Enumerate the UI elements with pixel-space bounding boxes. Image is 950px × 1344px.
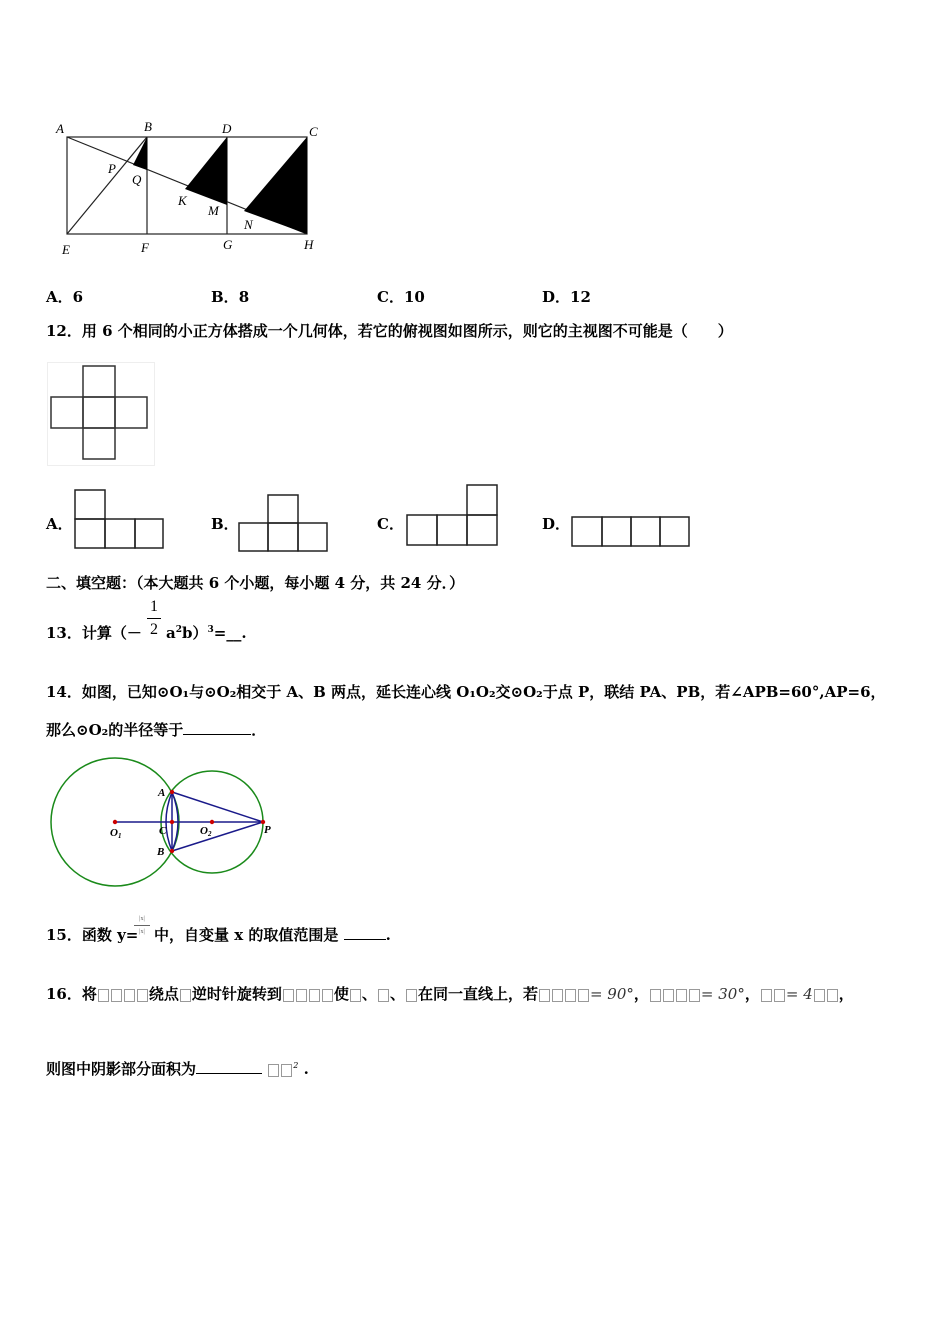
q12-option-a-figure[interactable]	[72, 487, 166, 551]
label-O1: O	[110, 827, 118, 839]
label-N: N	[244, 217, 253, 232]
q12-option-c-figure[interactable]	[403, 482, 503, 550]
q12-option-d-figure[interactable]	[568, 513, 694, 551]
shaded-triangle-2	[185, 137, 227, 205]
label-O2-sub: 2	[208, 830, 212, 838]
q12-option-c-label[interactable]: C．	[377, 515, 404, 533]
label-F: F	[141, 240, 149, 255]
label-B: B	[144, 119, 152, 134]
label-K: K	[178, 193, 187, 208]
q12-top-view-figure	[47, 362, 155, 466]
label-O2: O	[200, 825, 208, 837]
q12-option-b-label[interactable]: B．	[211, 515, 239, 533]
q14-line2: 那么⊙O₂的半径等于 ．	[46, 721, 267, 739]
section-heading: 二、填空题：（本大题共 6 个小题，每小题 4 分，共 24 分．）	[46, 574, 465, 592]
q14-circles-figure	[48, 754, 278, 890]
q14-line1: 14．如图，已知⊙O₁与⊙O₂相交于 A、B 两点，延长连心线 O₁O₂交⊙O₂于点 P，联结 PA、PB，若∠APB=60°,AP=6，	[46, 683, 886, 701]
label-P: P	[108, 161, 116, 176]
q15-fraction: |x| |x|	[134, 913, 150, 938]
shaded-triangle-3	[244, 137, 307, 234]
q13-fraction: 1 2	[147, 597, 161, 640]
q12-option-b-figure[interactable]	[237, 492, 331, 554]
label-A: A	[158, 787, 166, 799]
label-C: C	[309, 124, 318, 139]
q15-suffix: 中，自变量 x 的取值范围是 .	[154, 926, 391, 944]
label-O1-sub: 1	[118, 832, 122, 840]
q14-answer-blank[interactable]	[183, 720, 251, 735]
q16-answer-blank[interactable]	[196, 1059, 262, 1074]
q11-figure	[50, 118, 335, 263]
shaded-triangle-1	[133, 137, 147, 170]
q12-option-d-label[interactable]: D．	[542, 515, 571, 533]
label-M: M	[208, 203, 219, 218]
label-E: E	[62, 242, 70, 257]
q16-line1: 16．将 绕点 逆时针旋转到 使 、 、 在同一直线上，若 = 90°， = 30°， = 4 ，	[46, 985, 854, 1003]
q15-prefix: 15．函数 y=	[46, 926, 139, 944]
q13-question: 13．计算（－	[46, 624, 142, 642]
label-H: H	[304, 237, 314, 252]
q12-option-a-label[interactable]: A．	[46, 515, 73, 533]
label-A: A	[56, 121, 64, 136]
q16-line2: 则图中阴影部分面积为 $^2$ .	[46, 1060, 309, 1078]
q12-question: 12．用 6 个相同的小正方体搭成一个几何体，若它的俯视图如图所示，则它的主视图不可能是（ ）	[46, 322, 733, 340]
q11-option-a[interactable]: A．6	[46, 288, 84, 306]
label-D: D	[222, 121, 232, 136]
label-C: C	[159, 825, 167, 837]
q11-option-c[interactable]: C．10	[377, 288, 425, 306]
q15-answer-blank[interactable]	[344, 925, 386, 940]
q13-expression: $a^2b)^3=\_\_$.	[166, 624, 247, 642]
label-B: B	[157, 846, 165, 858]
q11-option-b[interactable]: B．8	[211, 288, 250, 306]
label-Q: Q	[132, 172, 142, 187]
label-P: P	[264, 824, 271, 836]
label-G: G	[223, 237, 233, 252]
q11-option-d[interactable]: D．12	[542, 288, 591, 306]
